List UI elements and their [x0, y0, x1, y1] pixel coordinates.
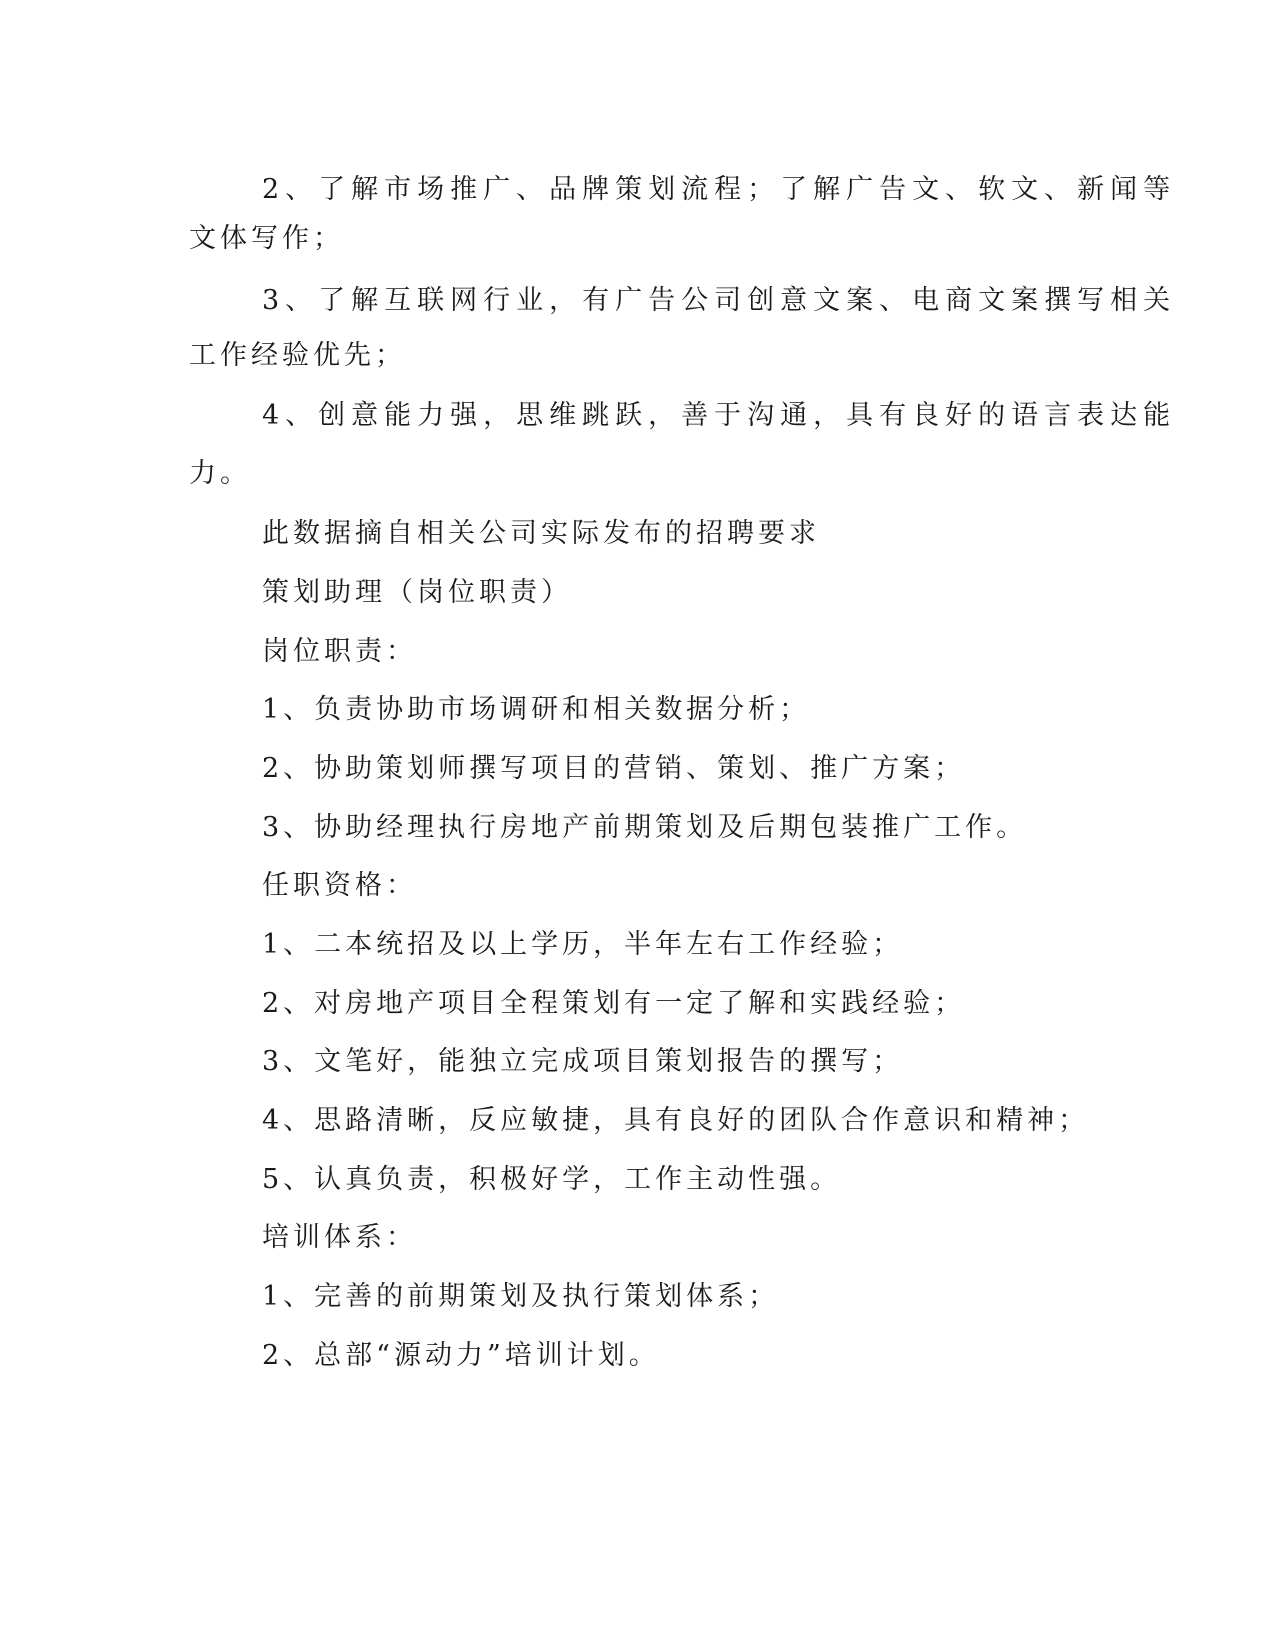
req-item-3-line-1: 3、了解互联网行业，有广告公司创意文案、电商文案撰写相关: [262, 285, 1177, 316]
training-heading: 培训体系：: [262, 1222, 417, 1253]
qualification-item-4: 4、思路清晰，反应敏捷，具有良好的团队合作意识和精神；: [262, 1105, 1090, 1136]
req-item-2-line-1: 2、了解市场推广、品牌策划流程；了解广告文、软文、新闻等: [262, 174, 1177, 205]
training-item-2: 2、总部“源动力”培训计划。: [262, 1340, 660, 1371]
req-item-2-line-2: 文体写作；: [189, 223, 344, 254]
duty-item-3: 3、协助经理执行房地产前期策划及后期包装推广工作。: [262, 812, 1028, 843]
training-item-1: 1、完善的前期策划及执行策划体系；: [262, 1281, 780, 1312]
source-note: 此数据摘自相关公司实际发布的招聘要求: [262, 518, 820, 549]
req-item-3-line-2: 工作经验优先；: [189, 340, 406, 371]
duty-item-1: 1、负责协助市场调研和相关数据分析；: [262, 694, 811, 725]
qualifications-heading: 任职资格：: [262, 870, 417, 901]
qualification-item-3: 3、文笔好，能独立完成项目策划报告的撰写；: [262, 1046, 904, 1077]
qualification-item-2: 2、对房地产项目全程策划有一定了解和实践经验；: [262, 988, 966, 1019]
qualification-item-1: 1、二本统招及以上学历，半年左右工作经验；: [262, 929, 904, 960]
req-item-4-line-1: 4、创意能力强，思维跳跃，善于沟通，具有良好的语言表达能: [262, 400, 1177, 431]
qualification-item-5: 5、认真负责，积极好学，工作主动性强。: [262, 1164, 842, 1195]
section-title: 策划助理（岗位职责）: [262, 577, 572, 608]
duties-heading: 岗位职责：: [262, 636, 417, 667]
duty-item-2: 2、协助策划师撰写项目的营销、策划、推广方案；: [262, 753, 966, 784]
req-item-4-line-2: 力。: [189, 458, 251, 489]
